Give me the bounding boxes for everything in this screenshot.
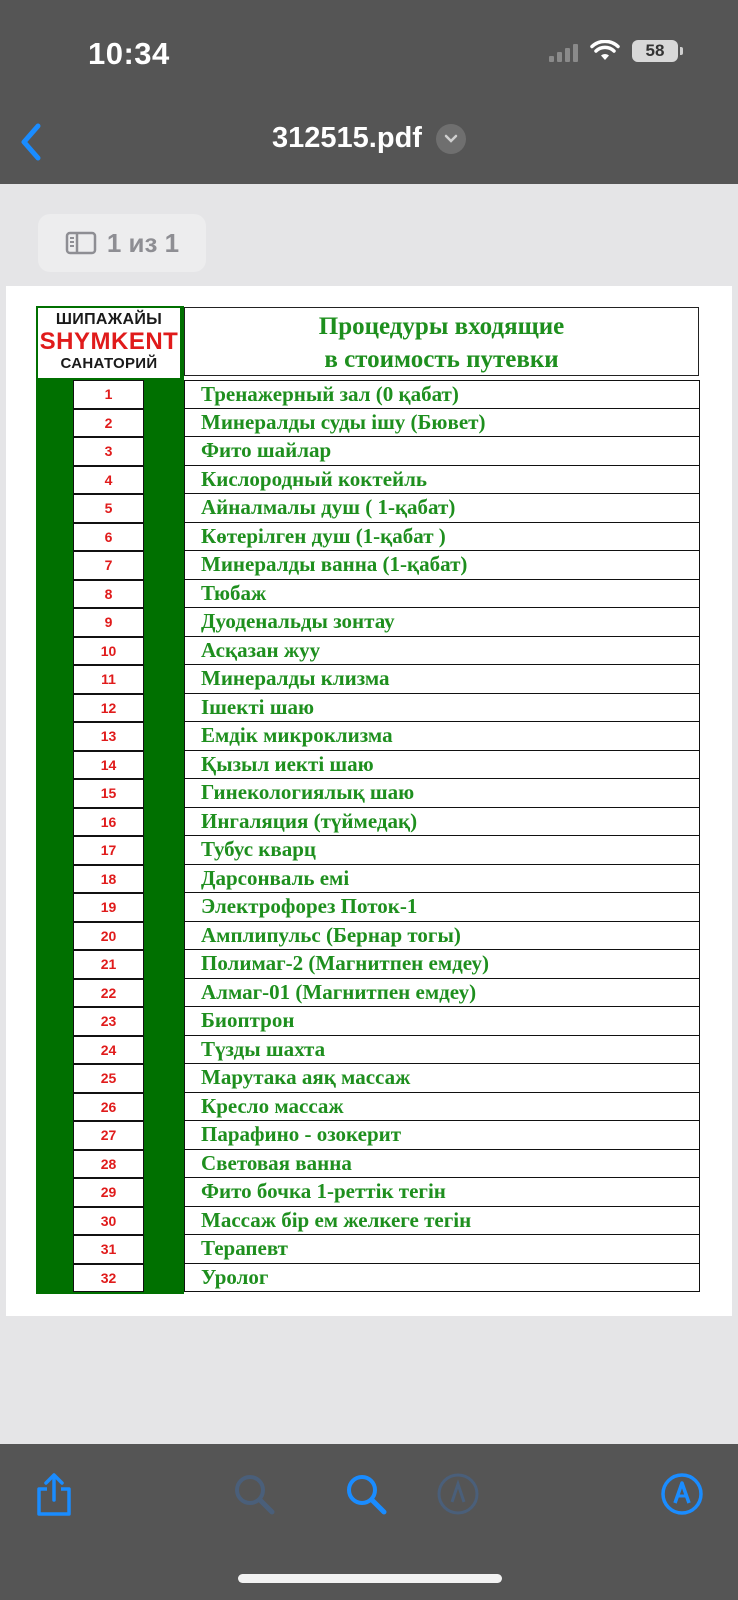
procedure-number: 10 <box>73 637 144 666</box>
procedure-name: Айналмалы душ ( 1-қабат) <box>184 494 700 523</box>
procedure-number: 3 <box>73 437 144 466</box>
procedure-number: 26 <box>73 1093 144 1122</box>
procedure-name: Кислородный коктейль <box>184 466 700 495</box>
procedure-name: Ішекті шаю <box>184 694 700 723</box>
search-icon[interactable] <box>344 1472 388 1516</box>
table-row <box>36 1150 700 1179</box>
table-row <box>36 580 700 609</box>
procedure-number: 31 <box>73 1235 144 1264</box>
share-icon[interactable] <box>34 1472 74 1518</box>
procedure-name: Кресло массаж <box>184 1093 700 1122</box>
table-row <box>36 1121 700 1150</box>
procedure-number: 22 <box>73 979 144 1008</box>
procedure-name: Тренажерный зал (0 қабат) <box>184 380 700 409</box>
table-row <box>36 1235 700 1264</box>
table-row <box>36 437 700 466</box>
table-row <box>36 1264 700 1293</box>
procedure-number: 11 <box>73 665 144 694</box>
table-row <box>36 1093 700 1122</box>
procedure-name: Световая ванна <box>184 1150 700 1179</box>
sidebar-icon <box>65 231 97 255</box>
procedure-name: Асқазан жуу <box>184 637 700 666</box>
procedure-name: Емдік микроклизма <box>184 722 700 751</box>
table-row <box>36 950 700 979</box>
procedure-number: 25 <box>73 1064 144 1093</box>
procedure-name: Дуоденальды зонтау <box>184 608 700 637</box>
logo-line-3: САНАТОРИЙ <box>60 355 158 372</box>
table-row <box>36 523 700 552</box>
table-row <box>36 922 700 951</box>
table-row <box>36 409 700 438</box>
procedure-number: 24 <box>73 1036 144 1065</box>
table-row <box>36 608 700 637</box>
procedure-name: Түзды шахта <box>184 1036 700 1065</box>
procedure-name: Терапевт <box>184 1235 700 1264</box>
table-row <box>36 1007 700 1036</box>
procedure-name: Полимаг-2 (Магнитпен емдеу) <box>184 950 700 979</box>
logo-line-1: ШИПАЖАЙЫ <box>55 311 163 328</box>
procedure-name: Тубус кварц <box>184 836 700 865</box>
procedure-number: 12 <box>73 694 144 723</box>
procedure-number: 23 <box>73 1007 144 1036</box>
procedure-name: Амплипульс (Бернар тогы) <box>184 922 700 951</box>
procedure-number: 1 <box>73 380 144 409</box>
procedure-number: 20 <box>73 922 144 951</box>
procedure-name: Дарсонваль емі <box>184 865 700 894</box>
sanatorium-logo <box>38 308 180 378</box>
procedure-number: 8 <box>73 580 144 609</box>
procedure-name: Қызыл иекті шаю <box>184 751 700 780</box>
header-line-2: в стоимость путевки <box>324 346 559 373</box>
procedure-name: Марутака аяқ массаж <box>184 1064 700 1093</box>
procedure-number: 30 <box>73 1207 144 1236</box>
markup-disabled-icon <box>436 1472 480 1516</box>
table-row <box>36 979 700 1008</box>
table-row <box>36 466 700 495</box>
table-row <box>36 665 700 694</box>
procedure-name: Массаж бір ем желкеге тегін <box>184 1207 700 1236</box>
procedure-number: 9 <box>73 608 144 637</box>
home-indicator[interactable] <box>238 1574 502 1583</box>
procedure-number: 29 <box>73 1178 144 1207</box>
cellular-signal-icon <box>549 40 578 62</box>
chevron-down-icon <box>436 124 466 154</box>
procedure-name: Парафино - озокерит <box>184 1121 700 1150</box>
procedure-number: 6 <box>73 523 144 552</box>
procedure-name: Алмаг-01 (Магнитпен емдеу) <box>184 979 700 1008</box>
procedure-name: Тюбаж <box>184 580 700 609</box>
procedure-name: Ингаляция (түймедақ) <box>184 808 700 837</box>
table-row <box>36 1064 700 1093</box>
procedure-number: 17 <box>73 836 144 865</box>
table-row <box>36 722 700 751</box>
table-row <box>36 808 700 837</box>
procedure-number: 15 <box>73 779 144 808</box>
status-icons <box>549 40 678 62</box>
page-count-label: 1 из 1 <box>106 227 180 258</box>
header-line-1: Процедуры входящие <box>318 313 565 340</box>
procedure-number: 4 <box>73 466 144 495</box>
table-row <box>36 1036 700 1065</box>
page-indicator[interactable] <box>38 214 206 272</box>
procedure-number: 28 <box>73 1150 144 1179</box>
procedure-name: Минералды ванна (1-қабат) <box>184 551 700 580</box>
table-row <box>36 1207 700 1236</box>
procedure-number: 14 <box>73 751 144 780</box>
procedure-number: 21 <box>73 950 144 979</box>
table-header <box>184 307 699 376</box>
procedure-name: Гинекологиялық шаю <box>184 779 700 808</box>
table-row <box>36 751 700 780</box>
table-row <box>36 893 700 922</box>
table-row <box>36 865 700 894</box>
procedure-name: Уролог <box>184 1264 700 1293</box>
procedure-number: 7 <box>73 551 144 580</box>
procedure-number: 2 <box>73 409 144 438</box>
table-row <box>36 551 700 580</box>
procedure-number: 18 <box>73 865 144 894</box>
procedure-name: Электрофорез Поток-1 <box>184 893 700 922</box>
top-navigation-bar <box>0 0 738 184</box>
table-row <box>36 494 700 523</box>
search-icon-disabled <box>232 1472 276 1516</box>
table-row <box>36 380 700 409</box>
procedure-number: 5 <box>73 494 144 523</box>
table-row <box>36 836 700 865</box>
table-row <box>36 637 700 666</box>
procedure-name: Фито шайлар <box>184 437 700 466</box>
markup-icon[interactable] <box>660 1472 704 1516</box>
document-title-menu[interactable] <box>272 122 466 155</box>
procedures-table <box>36 306 700 1294</box>
procedure-number: 19 <box>73 893 144 922</box>
battery-icon: 58 <box>632 40 678 62</box>
procedure-name: Минералды суды ішу (Бювет) <box>184 409 700 438</box>
procedure-number: 13 <box>73 722 144 751</box>
procedure-number: 16 <box>73 808 144 837</box>
procedure-name: Фито бочка 1-реттік тегін <box>184 1178 700 1207</box>
procedure-number: 32 <box>73 1264 144 1293</box>
wifi-icon <box>590 40 620 62</box>
document-filename: 312515.pdf <box>272 122 422 154</box>
procedure-rows <box>36 380 700 1292</box>
table-row <box>36 694 700 723</box>
procedure-name: Биоптрон <box>184 1007 700 1036</box>
table-row <box>36 779 700 808</box>
status-time: 10:34 <box>88 36 170 71</box>
logo-line-2: SHYMKENT <box>39 328 179 355</box>
procedure-name: Минералды клизма <box>184 665 700 694</box>
procedure-number: 27 <box>73 1121 144 1150</box>
procedure-name: Көтерілген душ (1-қабат ) <box>184 523 700 552</box>
table-row <box>36 1178 700 1207</box>
